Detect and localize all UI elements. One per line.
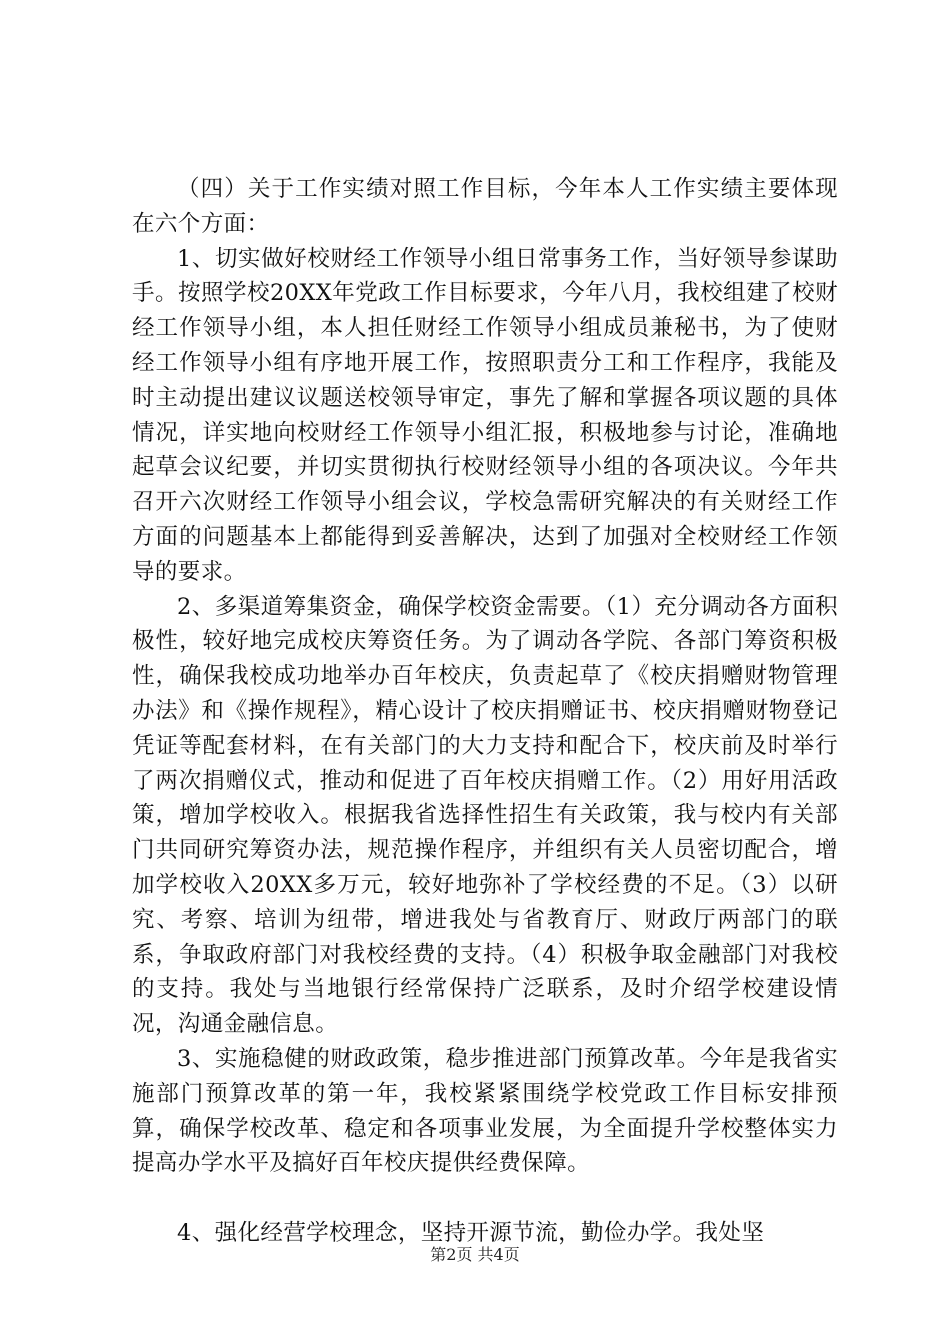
- paragraph-item-4: 4、强化经营学校理念，坚持开源节流，勤俭办学。我处坚: [177, 1219, 765, 1246]
- paragraph-item-1: 1、切实做好校财经工作领导小组日常事务工作，当好领导参谋助手。按照学校20XX年党政工作目标要求，今年八月，我校组建了校财经工作领导小组，本人担任财经工作领导小组成员兼秘书，为了使财经工作领导小组有序地开展工作，按照职责分工和工作程序，我能及时主动提出建议议题送校领导审定，事先了解和掌握各项议题的具体情况，详实地向校财经工作领导小组汇报，积极地参与讨论，准确地起草会议纪要，并切实贯彻执行校财经领导小组的各项决议。今年共召开六次财经工作领导小组会议，学校急需研究解决的有关财经工作方面的问题基本上都能得到妥善解决，达到了加强对全校财经工作领导的要求。: [132, 245, 838, 585]
- paragraph-section-four: （四）关于工作实绩对照工作目标，今年本人工作实绩主要体现在六个方面：: [132, 176, 838, 237]
- document-body: [132, 172, 838, 1251]
- paragraph-item-2: 2、多渠道筹集资金，确保学校资金需要。（1）充分调动各方面积极性，较好地完成校庆筹资任务。为了调动各学院、各部门筹资积极性，确保我校成功地举办百年校庆，负责起草了《校庆捐赠财物管理办法》和《操作规程》，精心设计了校庆捐赠证书、校庆捐赠财物登记凭证等配套材料，在有关部门的大力支持和配合下，校庆前及时举行了两次捐赠仪式，推动和促进了百年校庆捐赠工作。（2）用好用活政策，增加学校收入。根据我省选择性招生有关政策，我与校内有关部门共同研究筹资办法，规范操作程序，并组织有关人员密切配合，增加学校收入20XX多万元，较好地弥补了学校经费的不足。（3）以研究、考察、培训为纽带，增进我处与省教育厅、财政厅两部门的联系，争取政府部门对我校经费的支持。（4）积极争取金融部门对我校的支持。我处与当地银行经常保持广泛联系，及时介绍学校建设情况，沟通金融信息。: [132, 593, 838, 1038]
- page-number-footer: 第2页 共4页: [430, 1245, 520, 1264]
- paragraph-item-3: 3、实施稳健的财政政策，稳步推进部门预算改革。今年是我省实施部门预算改革的第一年，我校紧紧围绕学校党政工作目标安排预算，确保学校改革、稳定和各项事业发展，为全面提升学校整体实力提高办学水平及搞好百年校庆提供经费保障。: [132, 1045, 838, 1177]
